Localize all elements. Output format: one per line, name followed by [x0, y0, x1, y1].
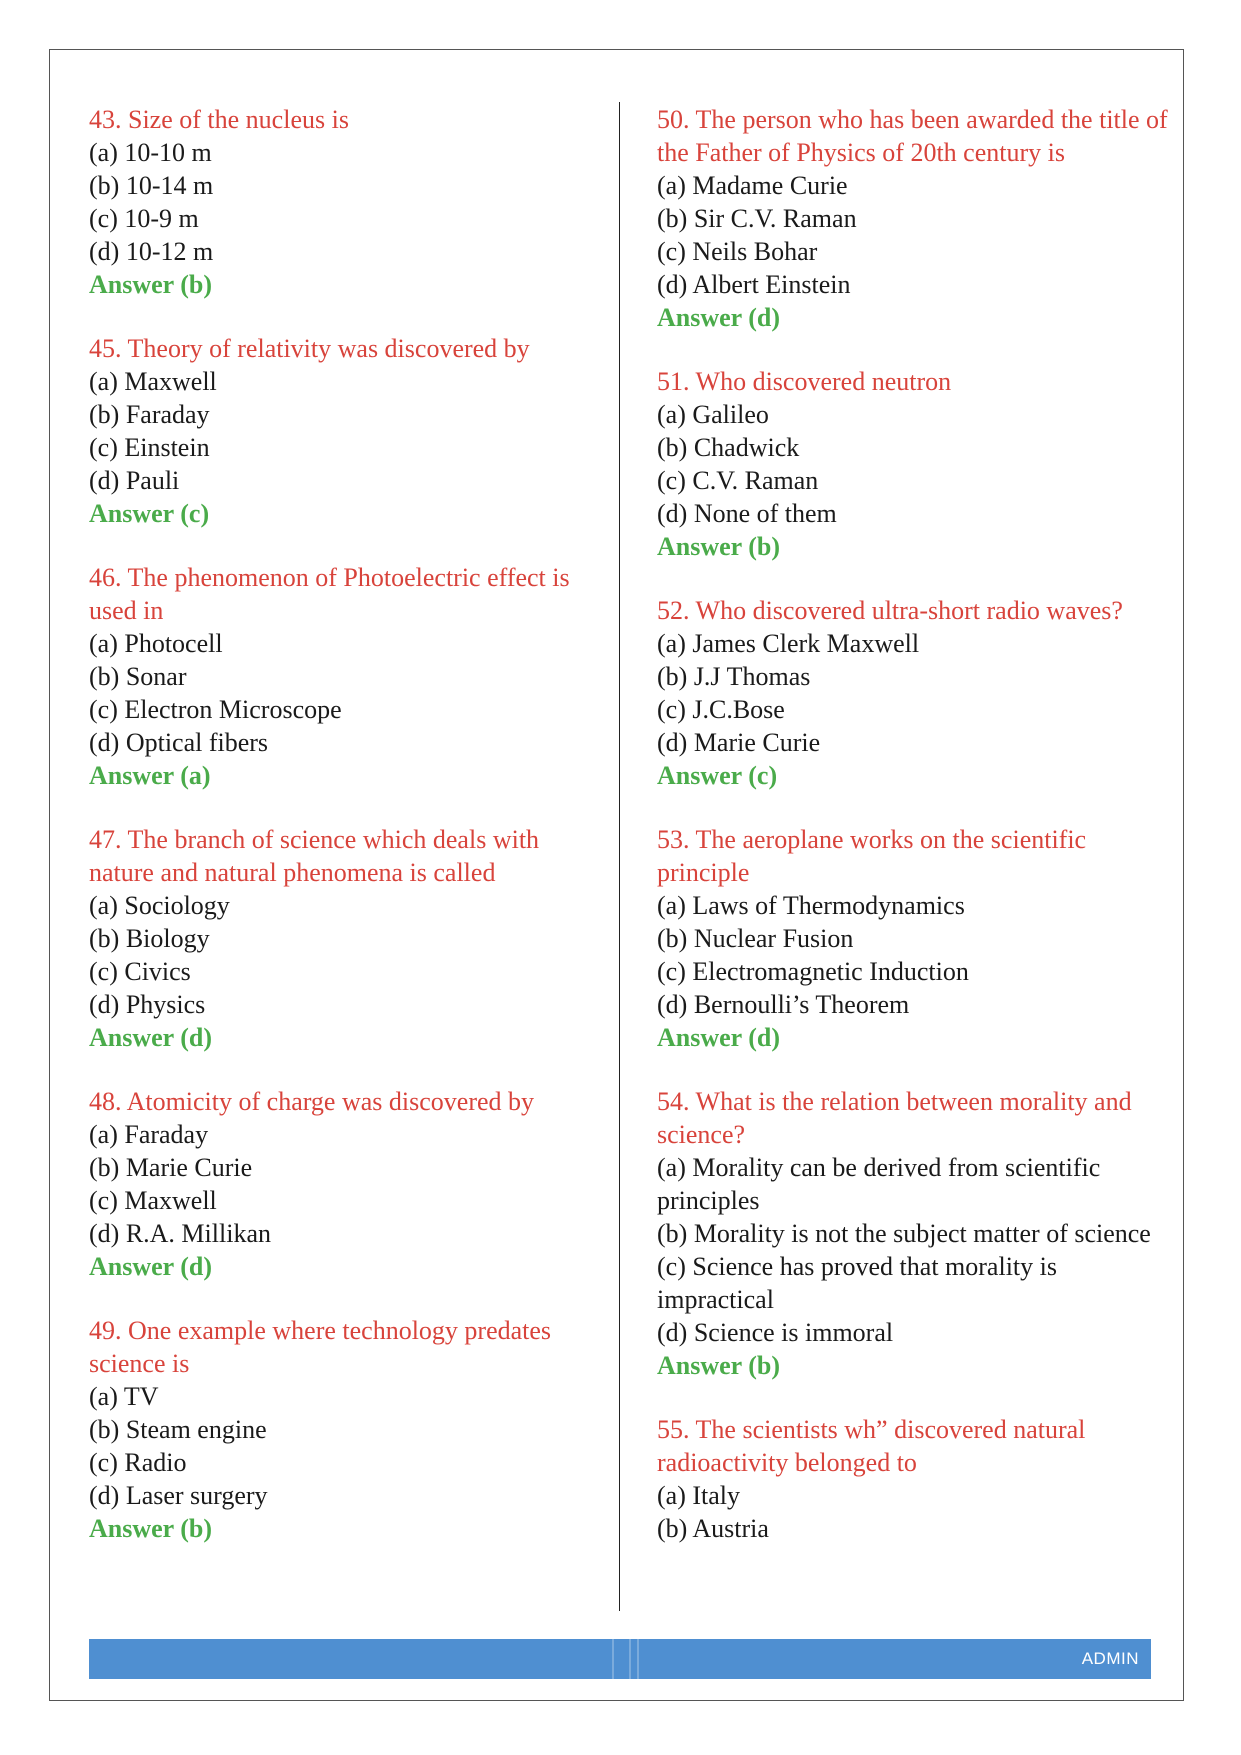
- option-a: (a) Madame Curie: [657, 171, 848, 200]
- option-a: (a) Laws of Thermodynamics: [657, 891, 965, 920]
- option-b: (b) Chadwick: [657, 433, 800, 462]
- footer-label: ADMIN: [1081, 1649, 1139, 1668]
- question-text: 49. One example where technology predates science is: [89, 1316, 552, 1378]
- option-c: (c) Einstein: [89, 433, 210, 462]
- option-c: (c) Electromagnetic Induction: [657, 957, 969, 986]
- option-c: (c) Science has proved that morality is impractical: [657, 1252, 1057, 1314]
- question-text: 53. The aeroplane works on the scientific principle: [657, 825, 1087, 887]
- option-c: (c) Electron Microscope: [89, 695, 342, 724]
- option-b: (b) Marie Curie: [89, 1153, 253, 1182]
- option-b: (b) Steam engine: [89, 1415, 267, 1444]
- option-d: (d) Pauli: [89, 466, 180, 495]
- option-c: (c) J.C.Bose: [657, 695, 785, 724]
- option-c: (c) C.V. Raman: [657, 466, 819, 495]
- option-a: (a) Sociology: [89, 891, 230, 920]
- option-a: (a) Morality can be derived from scientific principles: [657, 1153, 1101, 1215]
- option-d: (d) R.A. Millikan: [89, 1219, 271, 1248]
- answer-text: Answer (c): [657, 761, 778, 790]
- question-text: 50. The person who has been awarded the title of the Father of Physics of 20th century is: [657, 105, 1168, 167]
- answer-text: Answer (b): [89, 270, 213, 299]
- answer-text: Answer (a): [89, 761, 211, 790]
- option-c: (c) Civics: [89, 957, 191, 986]
- option-b: (b) Nuclear Fusion: [657, 924, 854, 953]
- option-b: (b) Sir C.V. Raman: [657, 204, 857, 233]
- footer-seam: [629, 1639, 631, 1679]
- answer-text: Answer (d): [657, 1023, 781, 1052]
- question-block: [89, 561, 609, 793]
- footer-seam: [612, 1639, 614, 1679]
- option-c: (c) 10-9 m: [89, 204, 199, 233]
- option-d: (d) Physics: [89, 990, 206, 1019]
- right-column: [657, 103, 1177, 1575]
- answer-text: Answer (b): [657, 1351, 781, 1380]
- footer-seam: [637, 1639, 639, 1679]
- left-column: [89, 103, 609, 1576]
- option-d: (d) Marie Curie: [657, 728, 821, 757]
- option-d: (d) Albert Einstein: [657, 270, 851, 299]
- question-text: 48. Atomicity of charge was discovered by: [89, 1087, 535, 1116]
- option-a: (a) Maxwell: [89, 367, 217, 396]
- question-block: [657, 823, 1177, 1055]
- answer-text: Answer (d): [657, 303, 781, 332]
- option-a: (a) Faraday: [89, 1120, 209, 1149]
- option-d: (d) Science is immoral: [657, 1318, 894, 1347]
- option-a: (a) Galileo: [657, 400, 769, 429]
- footer-bar: [89, 1639, 1151, 1679]
- question-block: [89, 1085, 609, 1284]
- question-block: [657, 594, 1177, 793]
- answer-text: Answer (b): [89, 1514, 213, 1543]
- option-d: (d) Optical fibers: [89, 728, 269, 757]
- option-b: (b) J.J Thomas: [657, 662, 811, 691]
- question-text: 52. Who discovered ultra-short radio waves?: [657, 596, 1123, 625]
- question-text: 54. What is the relation between morality and science?: [657, 1087, 1132, 1149]
- option-c: (c) Neils Bohar: [657, 237, 818, 266]
- question-text: 45. Theory of relativity was discovered by: [89, 334, 530, 363]
- question-block: [89, 823, 609, 1055]
- option-a: (a) Italy: [657, 1481, 741, 1510]
- answer-text: Answer (b): [657, 532, 781, 561]
- question-block: [89, 1314, 609, 1546]
- option-d: (d) Bernoulli’s Theorem: [657, 990, 910, 1019]
- option-a: (a) TV: [89, 1382, 159, 1411]
- column-divider: [619, 102, 620, 1611]
- question-text: 47. The branch of science which deals with nature and natural phenomena is called: [89, 825, 540, 887]
- option-b: (b) Morality is not the subject matter of science: [657, 1219, 1151, 1248]
- option-a: (a) 10-10 m: [89, 138, 212, 167]
- question-block: [657, 103, 1177, 335]
- answer-text: Answer (c): [89, 499, 210, 528]
- option-b: (b) Biology: [89, 924, 210, 953]
- question-block: [657, 1413, 1177, 1545]
- question-block: [89, 332, 609, 531]
- answer-text: Answer (d): [89, 1023, 213, 1052]
- question-text: 55. The scientists wh” discovered natural radioactivity belonged to: [657, 1415, 1086, 1477]
- option-c: (c) Maxwell: [89, 1186, 217, 1215]
- answer-text: Answer (d): [89, 1252, 213, 1281]
- option-d: (d) None of them: [657, 499, 837, 528]
- option-b: (b) 10-14 m: [89, 171, 214, 200]
- option-d: (d) 10-12 m: [89, 237, 214, 266]
- question-block: [657, 1085, 1177, 1383]
- question-text: 46. The phenomenon of Photoelectric effect is used in: [89, 563, 570, 625]
- question-text: 51. Who discovered neutron: [657, 367, 952, 396]
- question-block: [89, 103, 609, 302]
- option-b: (b) Sonar: [89, 662, 187, 691]
- option-a: (a) Photocell: [89, 629, 223, 658]
- option-c: (c) Radio: [89, 1448, 187, 1477]
- option-b: (b) Austria: [657, 1514, 769, 1543]
- option-d: (d) Laser surgery: [89, 1481, 268, 1510]
- question-text: 43. Size of the nucleus is: [89, 105, 349, 134]
- option-b: (b) Faraday: [89, 400, 210, 429]
- option-a: (a) James Clerk Maxwell: [657, 629, 920, 658]
- question-block: [657, 365, 1177, 564]
